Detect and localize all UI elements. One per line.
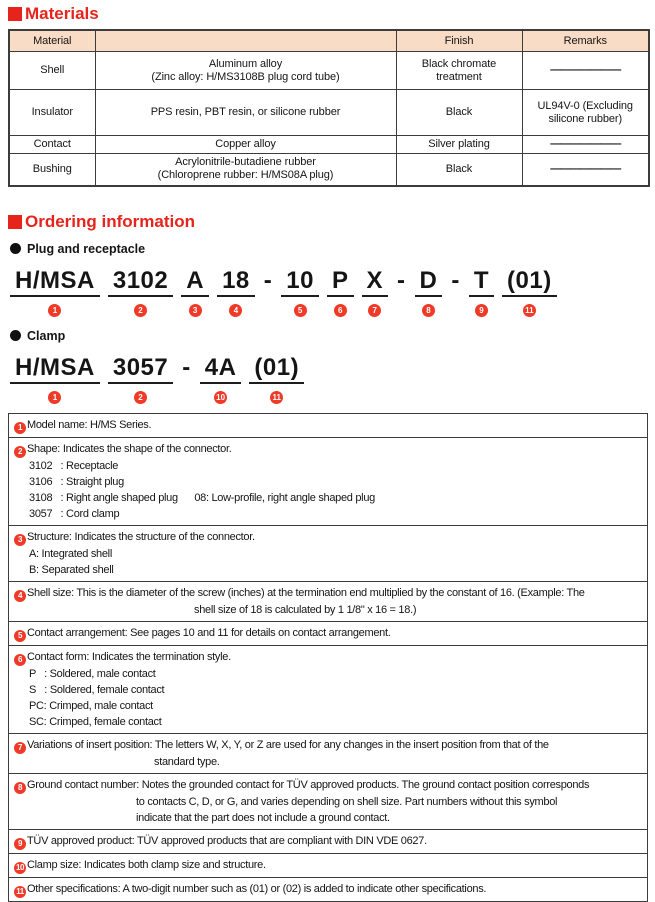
cell-description [95,136,396,154]
segment-number-badge: 9 [475,304,488,317]
segment-number-badge: 1 [48,304,61,317]
table-row-bushing [9,154,649,186]
part-number-segment [108,355,173,401]
note-number-badge: 6 [14,654,26,666]
note-line [14,585,641,602]
note-line [29,506,641,522]
note-item-4 [8,581,648,622]
cell-material: Bushing [9,154,95,186]
note-text: Clamp size: Indicates both clamp size and structure. [27,858,266,871]
segment-text: A [181,268,209,297]
part-number-segment [10,268,100,314]
note-line [154,754,641,770]
note-line [194,602,641,618]
note-line [29,474,641,490]
note-number-badge: 11 [14,886,26,898]
description-line: (Zinc alloy: H/MS3108B plug cord tube) [151,70,340,83]
note-text: standard type. [154,755,220,768]
cell-remarks [522,136,649,154]
segment-text: - [397,266,406,294]
note-item-3 [8,525,648,582]
note-text: 3102 : Receptacle [29,459,119,472]
note-text: A: Integrated shell [29,547,112,560]
note-text: indicate that the part does not include a ground contact. [136,811,390,824]
note-line [29,458,641,474]
table-row-contact [9,136,649,154]
note-line [14,737,641,754]
note-line [14,625,641,642]
segment-number-badge: 3 [189,304,202,317]
note-line [29,714,641,730]
red-square-icon [8,215,22,229]
note-text: Shell size: This is the diameter of the screw (inches) at the termination end multiplied by the constant of 16. (Example: The [27,586,585,599]
part-number-segment [327,268,354,314]
segment-text: - [182,353,191,381]
note-text: Model name: H/MS Series. [27,418,152,431]
clamp-label: Clamp [27,328,66,343]
part-number-segment [10,355,100,401]
cell-remarks [522,154,649,186]
note-text: TÜV approved product: TÜV approved products that are compliant with DIN VDE 0627. [27,834,427,847]
segment-text: (01) [249,355,304,384]
segment-text: X [362,268,389,297]
segment-number-badge: 11 [270,391,283,404]
note-number-badge: 4 [14,590,26,602]
red-square-icon [8,7,22,21]
cell-material: Shell [9,52,95,90]
note-line [29,490,641,506]
cell-remarks [522,52,649,90]
segment-number-badge: 10 [214,391,227,404]
part-number-segment [249,355,304,401]
materials-section-heading [8,4,648,24]
note-line [14,529,641,546]
segment-text: 18 [217,268,255,297]
cell-finish: Black [396,90,522,136]
note-item-2 [8,437,648,526]
note-text: Other specifications: A two-digit number such as (01) or (02) is added to indicate other specifications. [27,882,487,895]
bullet-icon [10,243,21,254]
note-text: 3057 : Cord clamp [29,507,120,520]
segment-text: D [415,268,443,297]
plug-part-number [10,268,648,314]
segment-text: 10 [281,268,319,297]
table-row-shell [9,52,649,90]
segment-number-badge: 1 [48,391,61,404]
part-number-segment [217,268,255,314]
cell-material: Insulator [9,90,95,136]
segment-text: H/MSA [10,268,100,297]
note-text: Contact form: Indicates the termination style. [27,650,231,663]
note-text: PC: Crimped, male contact [29,699,153,712]
note-text: Contact arrangement: See pages 10 and 11 for details on contact arrangement. [27,626,391,639]
cell-material: Contact [9,136,95,154]
note-number-badge: 8 [14,782,26,794]
note-line [14,441,641,458]
part-number-dash [396,268,407,311]
note-text: B: Separated shell [29,563,114,576]
segment-text: 3057 [108,355,173,384]
note-text: P : Soldered, male contact [29,667,156,680]
note-line [14,881,641,898]
note-line [14,857,641,874]
segment-number-badge: 2 [134,304,147,317]
part-number-segment [415,268,443,314]
segment-number-badge: 11 [523,304,536,317]
no-remarks-dash: ——————— [550,64,621,76]
note-number-badge: 10 [14,862,26,874]
description-line: (Chloroprene rubber: H/MS08A plug) [157,169,334,182]
note-line [136,794,641,810]
segment-number-badge: 8 [422,304,435,317]
header-cell-empty [95,30,396,52]
part-number-segment [469,268,494,314]
note-item-6 [8,645,648,734]
note-text: Shape: Indicates the shape of the connector. [27,442,232,455]
materials-table [8,29,650,187]
segment-text: (01) [502,268,557,297]
note-number-badge: 2 [14,446,26,458]
segment-number-badge: 7 [368,304,381,317]
note-line [29,562,641,578]
header-cell-material: Material [9,30,95,52]
note-line [29,682,641,698]
part-number-dash [181,355,192,398]
segment-text: H/MSA [10,355,100,384]
segment-text: 3102 [108,268,173,297]
note-item-7 [8,733,648,774]
cell-description [95,154,396,186]
segment-text: - [263,266,273,294]
note-item-8 [8,773,648,830]
note-item-9 [8,829,648,854]
clamp-subheading [10,328,648,344]
segment-number-badge: 5 [294,304,307,317]
note-item-11 [8,877,648,902]
part-number-segment [281,268,319,314]
segment-text: 4A [200,355,242,384]
note-item-1 [8,413,648,438]
note-number-badge: 9 [14,838,26,850]
note-number-badge: 7 [14,742,26,754]
materials-heading-label: Materials [25,4,99,23]
note-text: SC: Crimped, female contact [29,715,162,728]
cell-finish: Black chromate treatment [396,52,522,90]
description-line: Aluminum alloy [208,57,283,70]
note-text: Structure: Indicates the structure of the connector. [27,530,255,543]
note-item-10 [8,853,648,878]
part-number-dash [450,268,461,311]
segment-text: T [469,268,494,297]
note-line [14,417,641,434]
note-text: 3106 : Straight plug [29,475,124,488]
cell-finish: Black [396,154,522,186]
plug-receptacle-label: Plug and receptacle [27,241,146,256]
note-item-5 [8,621,648,646]
note-number-badge: 1 [14,422,26,434]
table-header-row [9,30,649,52]
bullet-icon [10,330,21,341]
note-line [14,649,641,666]
note-number-badge: 3 [14,534,26,546]
note-text: S : Soldered, female contact [29,683,165,696]
clamp-part-number [10,355,648,401]
no-remarks-dash: ——————— [550,162,621,175]
segment-number-badge: 4 [229,304,242,317]
note-text: to contacts C, D, or G, and varies depending on shell size. Part numbers without this symbol [136,795,558,808]
header-cell-remarks: Remarks [522,30,649,52]
cell-description [95,52,396,90]
note-text: Ground contact number: Notes the grounded contact for TÜV approved products. The ground contact position corresponds [27,778,590,791]
note-text: Variations of insert position: The letters W, X, Y, or Z are used for any changes in the insert position from that of the [27,738,549,751]
segment-number-badge: 2 [134,391,147,404]
part-number-dash [263,268,274,311]
cell-finish: Silver plating [396,136,522,154]
no-remarks-dash: ——————— [550,138,621,150]
cell-description [95,90,396,136]
note-text: shell size of 18 is calculated by 1 1/8" x 16 = 18.) [194,603,417,616]
note-line [14,833,641,850]
segment-text: P [327,268,354,297]
ordering-heading-label: Ordering information [25,211,195,231]
part-number-segment [181,268,209,314]
description-line: PPS resin, PBT resin, or silicone rubber [150,106,341,118]
segment-number-badge: 6 [334,304,347,317]
plug-receptacle-subheading [10,241,648,257]
header-cell-finish: Finish [396,30,522,52]
note-line [29,698,641,714]
part-number-segment [108,268,173,314]
part-number-segment [362,268,389,314]
part-number-segment [200,355,242,401]
note-line [29,546,641,562]
note-text: 3108 : Right angle shaped plug 08: Low-profile, right angle shaped plug [29,491,375,504]
ordering-notes-list [8,413,648,902]
note-line [29,666,641,682]
note-line [136,810,641,826]
cell-remarks: UL94V-0 (Excluding silicone rubber) [522,90,649,136]
table-row-insulator [9,90,649,136]
part-number-segment [502,268,557,314]
description-line: Acrylonitrile-butadiene rubber [175,156,316,169]
note-line [14,777,641,794]
ordering-section-heading [8,212,648,232]
description-line: Copper alloy [215,138,276,150]
note-number-badge: 5 [14,630,26,642]
segment-text: - [451,266,460,294]
